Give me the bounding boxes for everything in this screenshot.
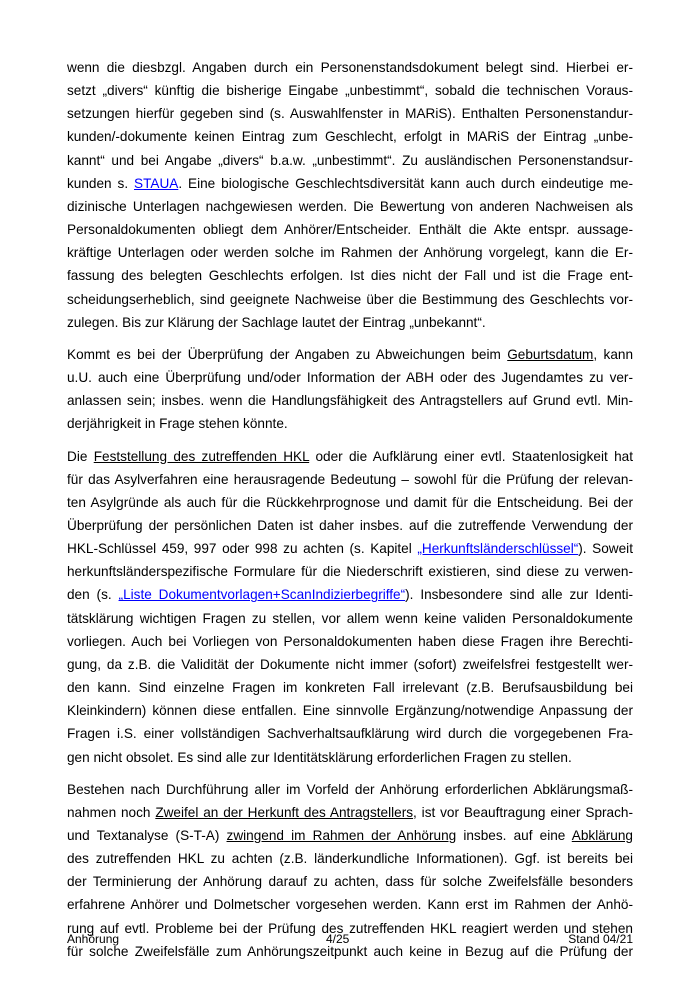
text-line (67, 630, 633, 653)
text-run: zulegen. Bis zur Klärung der Sachlage lautet der Eintrag „unbekannt“. (67, 314, 486, 330)
text-line (67, 583, 633, 606)
text-run: u.U. auch eine Überprüfung und/oder Information der ABH oder des Jugendamtes zu ver- (67, 370, 633, 386)
text-run: kannt“ und bei Angabe „divers“ b.a.w. „unbestimmt“. Zu ausländischen Personenstandsur- (67, 152, 633, 168)
text-run: anlassen sein; insbes. wenn die Handlungsfähigkeit des Antragstellers auf Grund evtl. Min- (67, 393, 633, 409)
text-run: den (s. (67, 587, 119, 603)
text-line (67, 311, 633, 334)
text-line (67, 79, 633, 102)
text-line (67, 607, 633, 630)
text-line (67, 778, 633, 801)
text-line (67, 801, 633, 824)
page-footer (67, 932, 633, 950)
text-line (67, 412, 633, 435)
text-run: den kann. Sind einzelne Fragen im konkreten Fall irrelevant (z.B. Berufsausbildung bei (67, 680, 633, 696)
text-line (67, 893, 633, 916)
text-line (67, 366, 633, 389)
text-run: fassung des belegten Geschlechts erfolgen. Ist dies nicht der Fall und ist die Frage ent- (67, 268, 633, 284)
text-line (67, 537, 633, 560)
text-line (67, 125, 633, 148)
text-line (67, 653, 633, 676)
text-run: ). Soweit (578, 541, 633, 557)
text-line (67, 676, 633, 699)
text-run: , ist vor Beauftragung einer Sprach- (413, 804, 634, 820)
text-run: vorliegen. Auch bei Vorliegen von Personaldokumenten haben diese Fragen ihre Berechti- (67, 633, 633, 649)
text-run: Bestehen nach Durchführung aller im Vorfeld der Anhörung erforderlichen Abklärungsmaß- (67, 781, 633, 797)
underlined-term: Zweifel an der Herkunft des Antragstellers (155, 804, 414, 820)
document-link[interactable]: „Liste Dokumentvorlagen+ScanIndizierbegriffe“ (118, 587, 406, 603)
text-line (67, 870, 633, 893)
text-run: derjährigkeit in Frage stehen könnte. (67, 416, 288, 432)
footer-title: Anhörung (67, 932, 120, 946)
text-run: und Textanalyse (S-T-A) (67, 828, 227, 843)
text-run: tätsklärung wichtigen Fragen zu stellen, vor allem wenn keine validen Personaldokumente (67, 610, 633, 626)
text-line (67, 491, 633, 514)
text-line (67, 389, 633, 412)
text-line (67, 746, 633, 769)
text-run: der Terminierung der Anhörung darauf zu achten, dass für solche Zweifelsfälle besonders (67, 874, 633, 890)
text-run: rung auf evtl. Probleme bei der Prüfung des zutreffenden HKL reagiert werden und stehen (67, 920, 633, 936)
footer-version: Stand 04/21 (568, 932, 633, 946)
text-line (67, 445, 633, 468)
text-run: gung, da z.B. die Validität der Dokumente nicht immer (sofort) zweifelsfrei festgestellt wer- (67, 656, 633, 672)
text-run: herkunftsländerspezifische Formulare für die Niederschrift existieren, sind diese zu verwen- (67, 564, 633, 580)
text-line (67, 218, 633, 241)
text-run: erfahrene Anhörer und Dolmetscher vorgesehen werden. Kann erst im Rahmen der Anhö- (67, 897, 633, 913)
text-run: setzt „divers“ künftig die bisherige Eingabe „unbestimmt“, sobald die technischen Voraus- (67, 83, 633, 99)
text-run: kräftige Unterlagen oder werden solche im Rahmen der Anhörung vorgelegt, kann die Er- (67, 245, 633, 261)
text-run: kunden/-dokumente keinen Eintrag zum Geschlecht, erfolgt in MARiS der Eintrag „unbe- (67, 129, 633, 145)
document-link[interactable]: STAUA (134, 175, 179, 191)
paragraph (67, 56, 633, 334)
underlined-term: Geburtsdatum (507, 346, 594, 362)
text-run: . Eine biologische Geschlechtsdiversität kann auch durch eindeutige me- (178, 175, 633, 191)
text-run: für das Asylverfahren eine herausragende Bedeutung – sowohl für die Prüfung der relevan- (67, 471, 633, 487)
underlined-term: zwingend im Rahmen der Anhörung (226, 828, 457, 843)
text-run: für solche Zweifelsfälle zum Anhörungszeitpunkt auch keine in Bezug auf die Prüfung der (67, 943, 633, 959)
text-line (67, 149, 633, 172)
text-run: Kleinkindern) können diese entfallen. Eine sinnvolle Ergänzung/notwendige Anpassung der (67, 703, 633, 719)
text-run: kunden s. (67, 175, 135, 191)
text-run: nahmen noch (67, 804, 156, 820)
text-line (67, 264, 633, 287)
text-line (67, 195, 633, 218)
text-run: Überprüfung der persönlichen Daten ist daher insbes. auf die zutreffende Verwendung der (67, 517, 633, 533)
text-line (67, 514, 633, 537)
text-run: scheidungserheblich, sind geeignete Nachweise über die Bestimmung des Geschlechts vor- (67, 291, 633, 307)
text-line (67, 824, 633, 847)
document-body (67, 56, 633, 972)
text-line (67, 699, 633, 722)
text-line (67, 102, 633, 125)
page-number: 4/25 (326, 932, 350, 946)
text-line (67, 288, 633, 311)
text-run: Kommt es bei der Überprüfung der Angaben zu Abweichungen beim (67, 346, 508, 362)
text-run: oder die Aufklärung einer evtl. Staatenlosigkeit hat (309, 448, 633, 464)
text-line (67, 343, 633, 366)
text-run: Die (67, 448, 94, 464)
text-run: Personaldokumenten obliegt dem Anhörer/Entscheider. Enthält die Akte entspr. aussage- (67, 222, 633, 238)
text-line (67, 560, 633, 583)
text-run: wenn die diesbzgl. Angaben durch ein Personenstandsdokument belegt sind. Hierbei er- (67, 60, 633, 75)
text-run: ten Asylgründe als auch für die Rückkehrprognose und damit für die Entscheidung. Bei der (67, 494, 633, 510)
paragraph (67, 445, 633, 769)
underlined-term: Abklärung (571, 828, 633, 843)
text-run: des zutreffenden HKL zu achten (z.B. länderkundliche Informationen). Ggf. ist bereits bei (67, 851, 633, 867)
text-run: , kann (593, 346, 633, 362)
text-run: setzungen hierfür gegeben sind (s. Auswahlfenster in MARiS). Enthalten Personenstandur- (67, 106, 633, 122)
text-line (67, 847, 633, 870)
text-run: ). Insbesondere sind alle zur Identi- (405, 587, 633, 603)
text-line (67, 722, 633, 745)
text-line (67, 56, 633, 79)
text-run: Fragen i.S. einer vollständigen Sachverhaltsaufklärung wird durch die vorgegebenen Fra- (67, 726, 633, 742)
text-run: dizinische Unterlagen nachgewiesen werden. Die Bewertung von anderen Nachweisen als (67, 198, 633, 214)
document-link[interactable]: „Herkunftsländerschlüssel“ (417, 541, 579, 557)
text-run: insbes. auf eine (456, 828, 572, 843)
text-line (67, 241, 633, 264)
paragraph (67, 343, 633, 436)
text-run: gen nicht obsolet. Es sind alle zur Identitätsklärung erforderlichen Fragen zu stellen. (67, 749, 572, 765)
text-run: HKL-Schlüssel 459, 997 oder 998 zu achten (s. Kapitel (67, 541, 418, 557)
text-line (67, 172, 633, 195)
text-line (67, 468, 633, 491)
underlined-term: Feststellung des zutreffenden HKL (93, 448, 310, 464)
